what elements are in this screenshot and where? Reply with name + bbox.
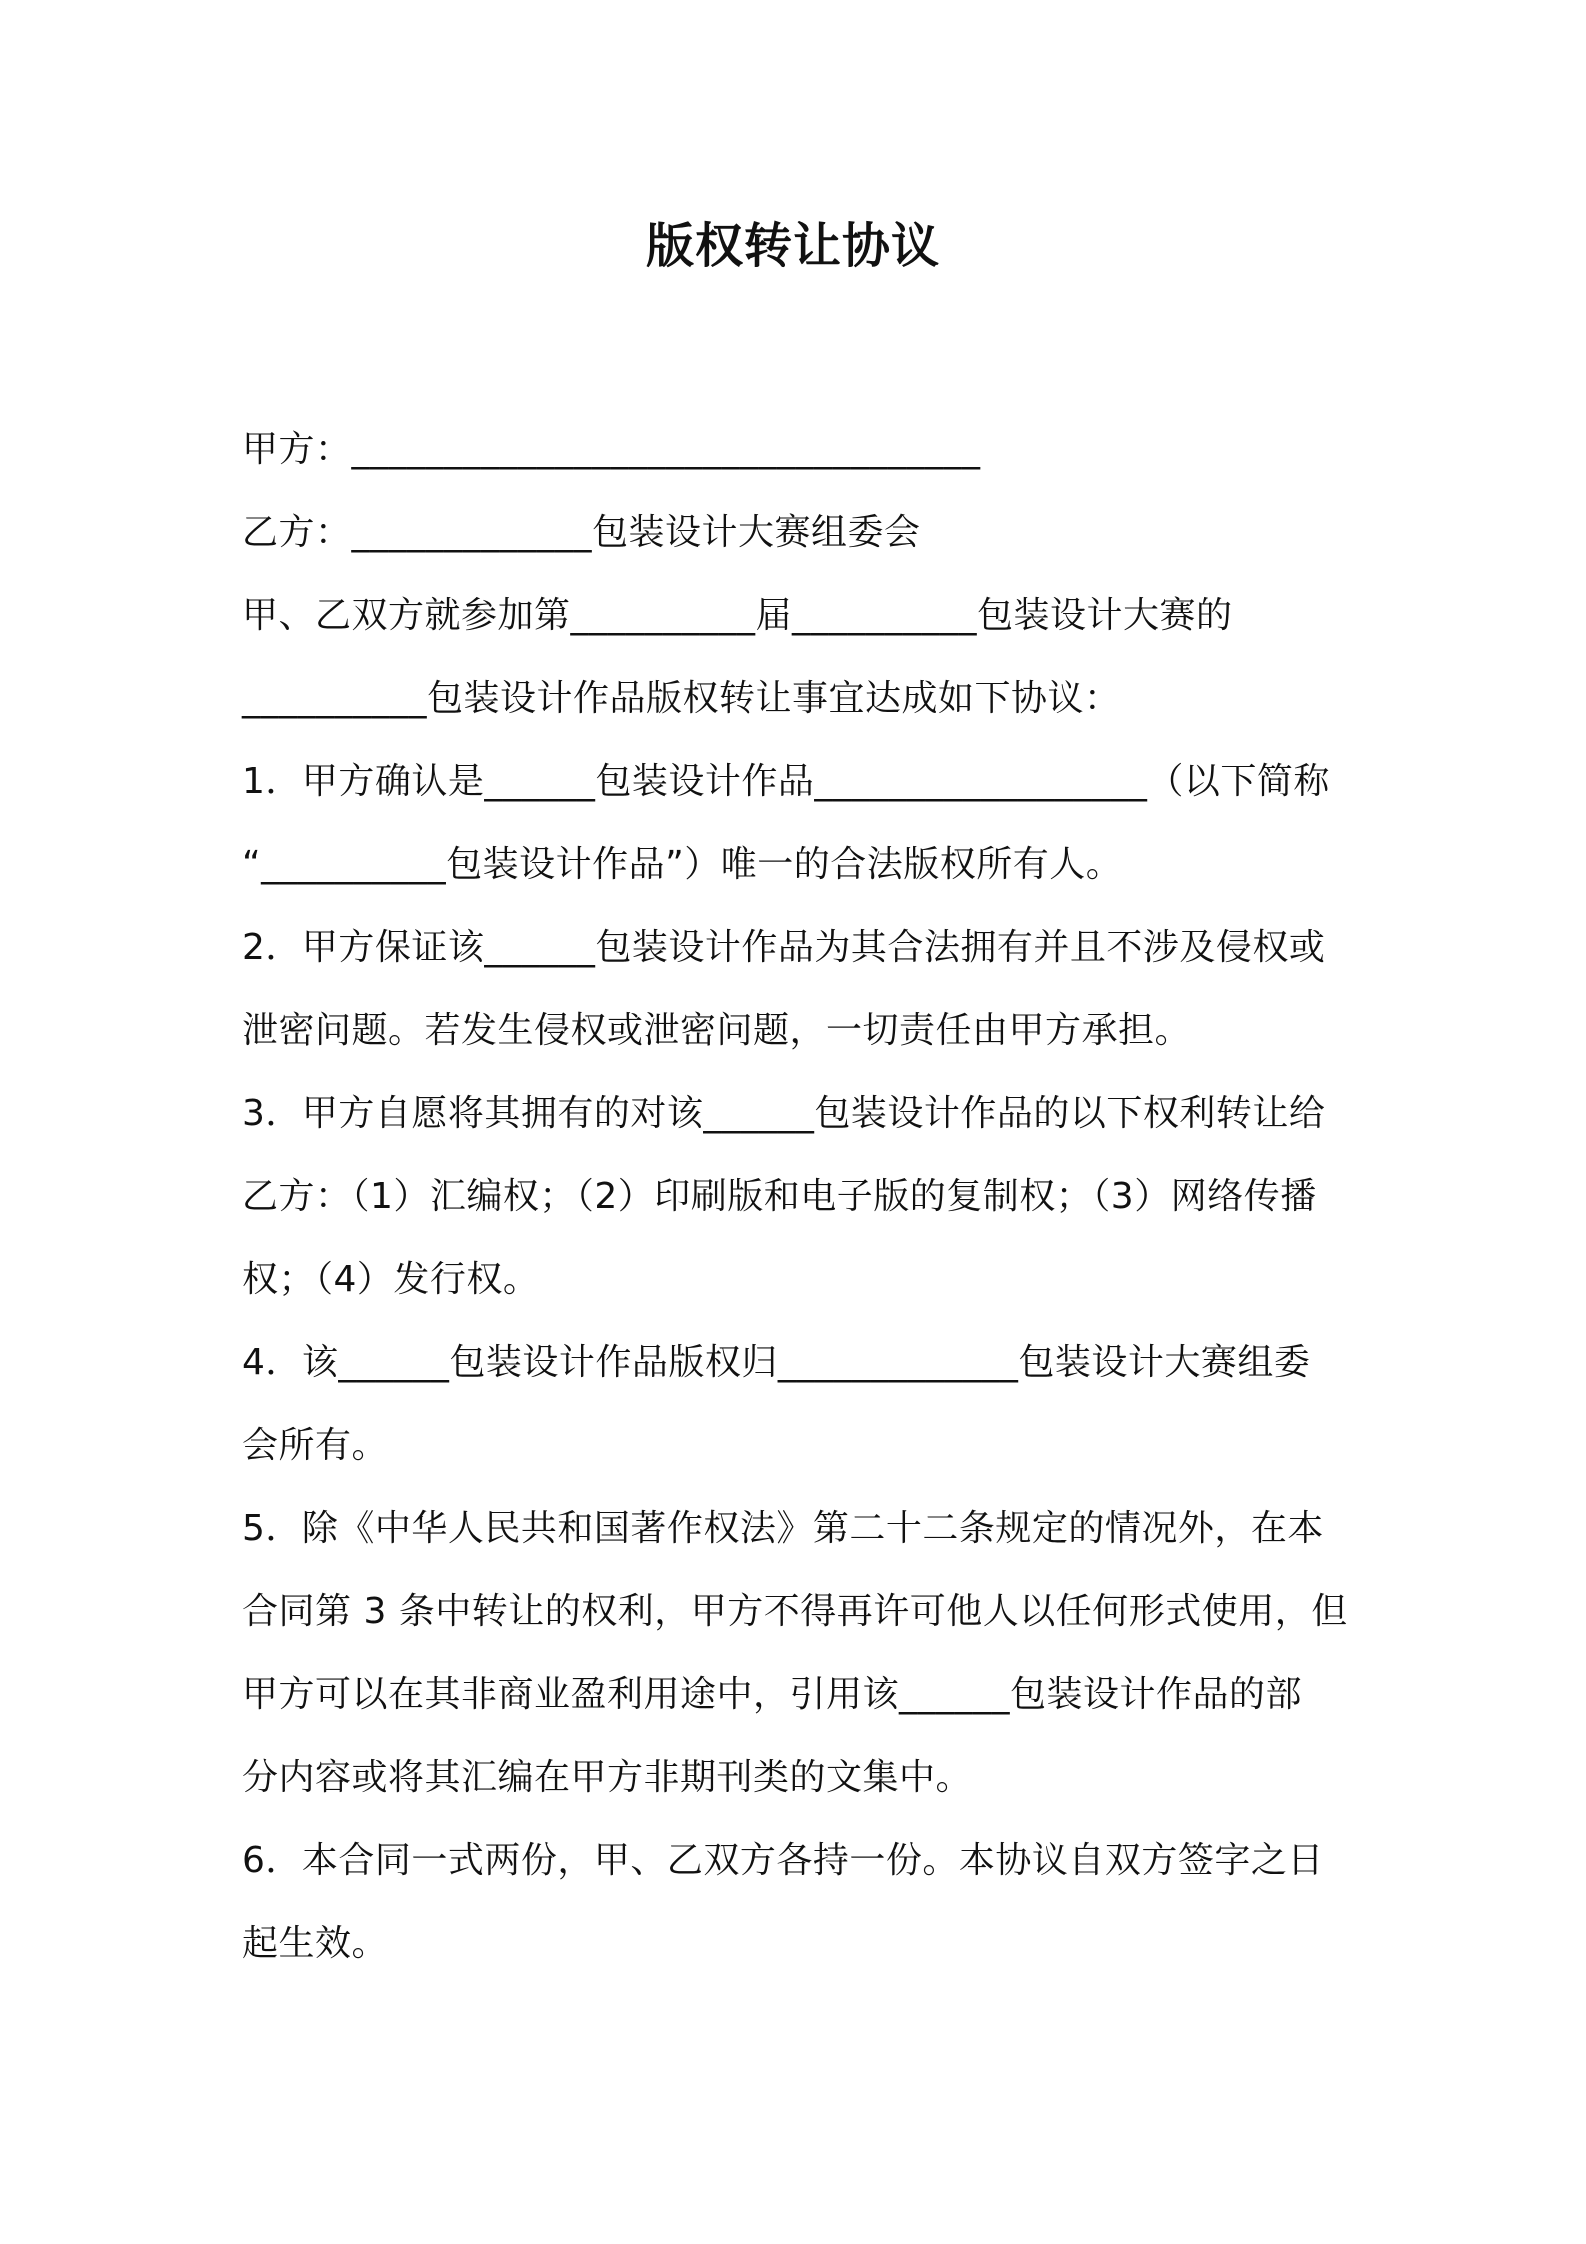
clause-3-line-3: 权；（4）发行权。 [242, 1259, 540, 1300]
clause-6-line-1: 6．本合同一式两份，甲、乙双方各持一份。本协议自双方签字之日 [242, 1840, 1324, 1881]
party-a-line: 甲方：__________________________________ [242, 429, 981, 470]
clause-4-line-2: 会所有。 [242, 1425, 389, 1466]
clause-2-line-1: 2．甲方保证该______包装设计作品为其合法拥有并且不涉及侵权或 [242, 927, 1326, 968]
clause-3-line-1: 3．甲方自愿将其拥有的对该______包装设计作品的以下权利转让给 [242, 1093, 1326, 1134]
clause-5-line-4: 分内容或将其汇编在甲方非期刊类的文集中。 [242, 1757, 973, 1798]
clause-5-line-2: 合同第 3 条中转让的权利，甲方不得再许可他人以任何形式使用，但 [242, 1591, 1348, 1632]
clause-3-line-2: 乙方：（1）汇编权；（2）印刷版和电子版的复制权；（3）网络传播 [242, 1176, 1317, 1217]
party-b-line: 乙方：_____________包装设计大赛组委会 [242, 512, 921, 553]
intro-line-2: __________包装设计作品版权转让事宜达成如下协议： [242, 678, 1121, 719]
document-title: 版权转让协议 [645, 218, 940, 274]
clause-6-line-2: 起生效。 [242, 1923, 389, 1964]
clause-5-line-3: 甲方可以在其非商业盈利用途中，引用该______包装设计作品的部 [242, 1674, 1303, 1715]
clause-5-line-1: 5．除《中华人民共和国著作权法》第二十二条规定的情况外，在本 [242, 1508, 1324, 1549]
clause-2-line-2: 泄密问题。若发生侵权或泄密问题，一切责任由甲方承担。 [242, 1010, 1192, 1051]
clause-1-line-2: “__________包装设计作品”）唯一的合法版权所有人。 [242, 844, 1123, 885]
clause-1-line-1: 1．甲方确认是______包装设计作品__________________（以下简称 [242, 761, 1330, 802]
clause-4-line-1: 4．该______包装设计作品版权归_____________包装设计大赛组委 [242, 1342, 1311, 1383]
intro-line-1: 甲、乙双方就参加第__________届__________包装设计大赛的 [242, 595, 1233, 636]
document-body [242, 408, 1362, 1985]
